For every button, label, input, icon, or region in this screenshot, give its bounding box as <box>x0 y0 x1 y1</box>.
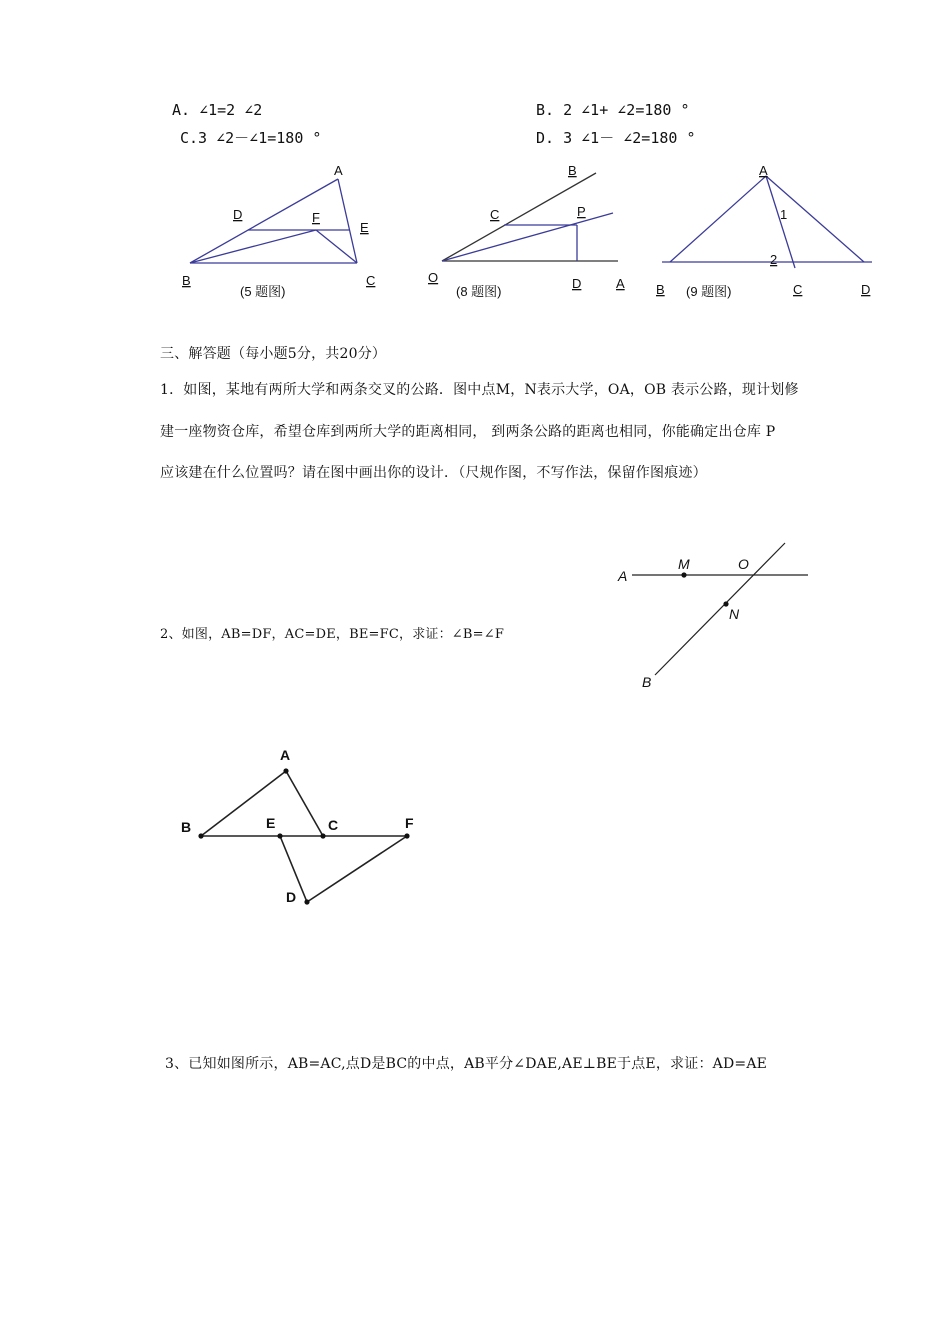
q2-point-c <box>320 833 325 838</box>
q2-point-a <box>283 768 288 773</box>
fig5-label-b: B <box>182 273 191 288</box>
option-c: C.3 ∠2－∠1=180 ° <box>180 129 322 147</box>
section-heading: 三、解答题（每小题5分，共20分） <box>160 346 387 362</box>
q2-label-a: A <box>280 747 291 763</box>
figure-9 <box>650 160 890 310</box>
q2-point-b <box>198 833 203 838</box>
fig8-caption: (8 题图) <box>456 284 502 299</box>
fig5-label-d: D <box>233 207 243 222</box>
fig5-label-e: E <box>360 220 369 235</box>
q2-label-b: B <box>181 819 192 835</box>
fig5-caption: (5 题图) <box>240 284 286 299</box>
q2-segment-fd <box>307 836 407 902</box>
q2-figure <box>175 740 435 915</box>
q2-label-c: C <box>328 817 339 833</box>
fig8-ray-ob <box>442 173 596 261</box>
fig8-label-a: A <box>616 276 625 291</box>
figure-5 <box>170 160 390 310</box>
option-b: B. 2 ∠1+ ∠2=180 ° <box>536 101 690 119</box>
q1-line3: 应该建在什么位置吗？请在图中画出你的设计．（尺规作图，不写作法，保留作图痕迹） <box>160 465 707 481</box>
q1-point-m <box>681 572 686 577</box>
q1-figure <box>610 535 830 700</box>
fig9-label-a: A <box>759 163 768 178</box>
fig5-label-c: C <box>366 273 376 288</box>
q2-label-e: E <box>266 815 276 831</box>
q1-road-ob <box>655 543 785 675</box>
fig9-label-1: 1 <box>780 207 788 222</box>
q2-text: 2、如图，AB=DF，AC=DE，BE=FC，求证：∠B=∠F <box>160 627 505 642</box>
fig9-label-2: 2 <box>770 252 778 267</box>
fig8-label-p: P <box>577 204 586 219</box>
q2-label-f: F <box>405 815 414 831</box>
q1-label-o: O <box>738 556 749 572</box>
option-d: D. 3 ∠1－ ∠2=180 ° <box>536 129 696 147</box>
q1-point-n <box>723 601 728 606</box>
option-a: A. ∠1=2 ∠2 <box>172 101 263 119</box>
fig5-label-f: F <box>312 210 320 225</box>
q1-label-b: B <box>642 674 652 690</box>
fig5-segment-bf <box>190 230 316 263</box>
q1-label-m: M <box>678 556 690 572</box>
fig8-label-d: D <box>572 276 582 291</box>
q3-text: 3、已知如图所示，AB=AC,点D是BC的中点，AB平分∠DAE,AE⊥BE于点E，求证：AD=AE <box>165 1056 768 1072</box>
q2-point-f <box>404 833 409 838</box>
q2-segment-ac <box>286 771 323 836</box>
q1-label-a: A <box>618 568 628 584</box>
q1-label-n: N <box>729 606 740 622</box>
fig9-label-d: D <box>861 282 871 297</box>
fig9-label-c: C <box>793 282 803 297</box>
fig8-label-o: O <box>428 270 439 285</box>
fig8-label-c: C <box>490 207 500 222</box>
fig9-label-b: B <box>656 282 665 297</box>
q1-line1: 1．如图，某地有两所大学和两条交叉的公路．图中点M，N表示大学，OA，OB 表示公路，现计划修 <box>160 382 799 398</box>
fig5-label-a: A <box>334 163 343 178</box>
q2-label-d: D <box>286 889 297 905</box>
fig9-edge-ab <box>670 176 766 262</box>
q2-point-d <box>304 899 309 904</box>
fig8-label-b: B <box>568 163 577 178</box>
q2-point-e <box>277 833 282 838</box>
q1-line2: 建一座物资仓库，希望仓库到两所大学的距离相同， 到两条公路的距离也相同，你能确定出仓库 P <box>160 424 776 440</box>
fig9-caption: (9 题图) <box>686 284 732 299</box>
figure-8 <box>420 160 640 310</box>
fig8-ray-op <box>442 213 613 261</box>
